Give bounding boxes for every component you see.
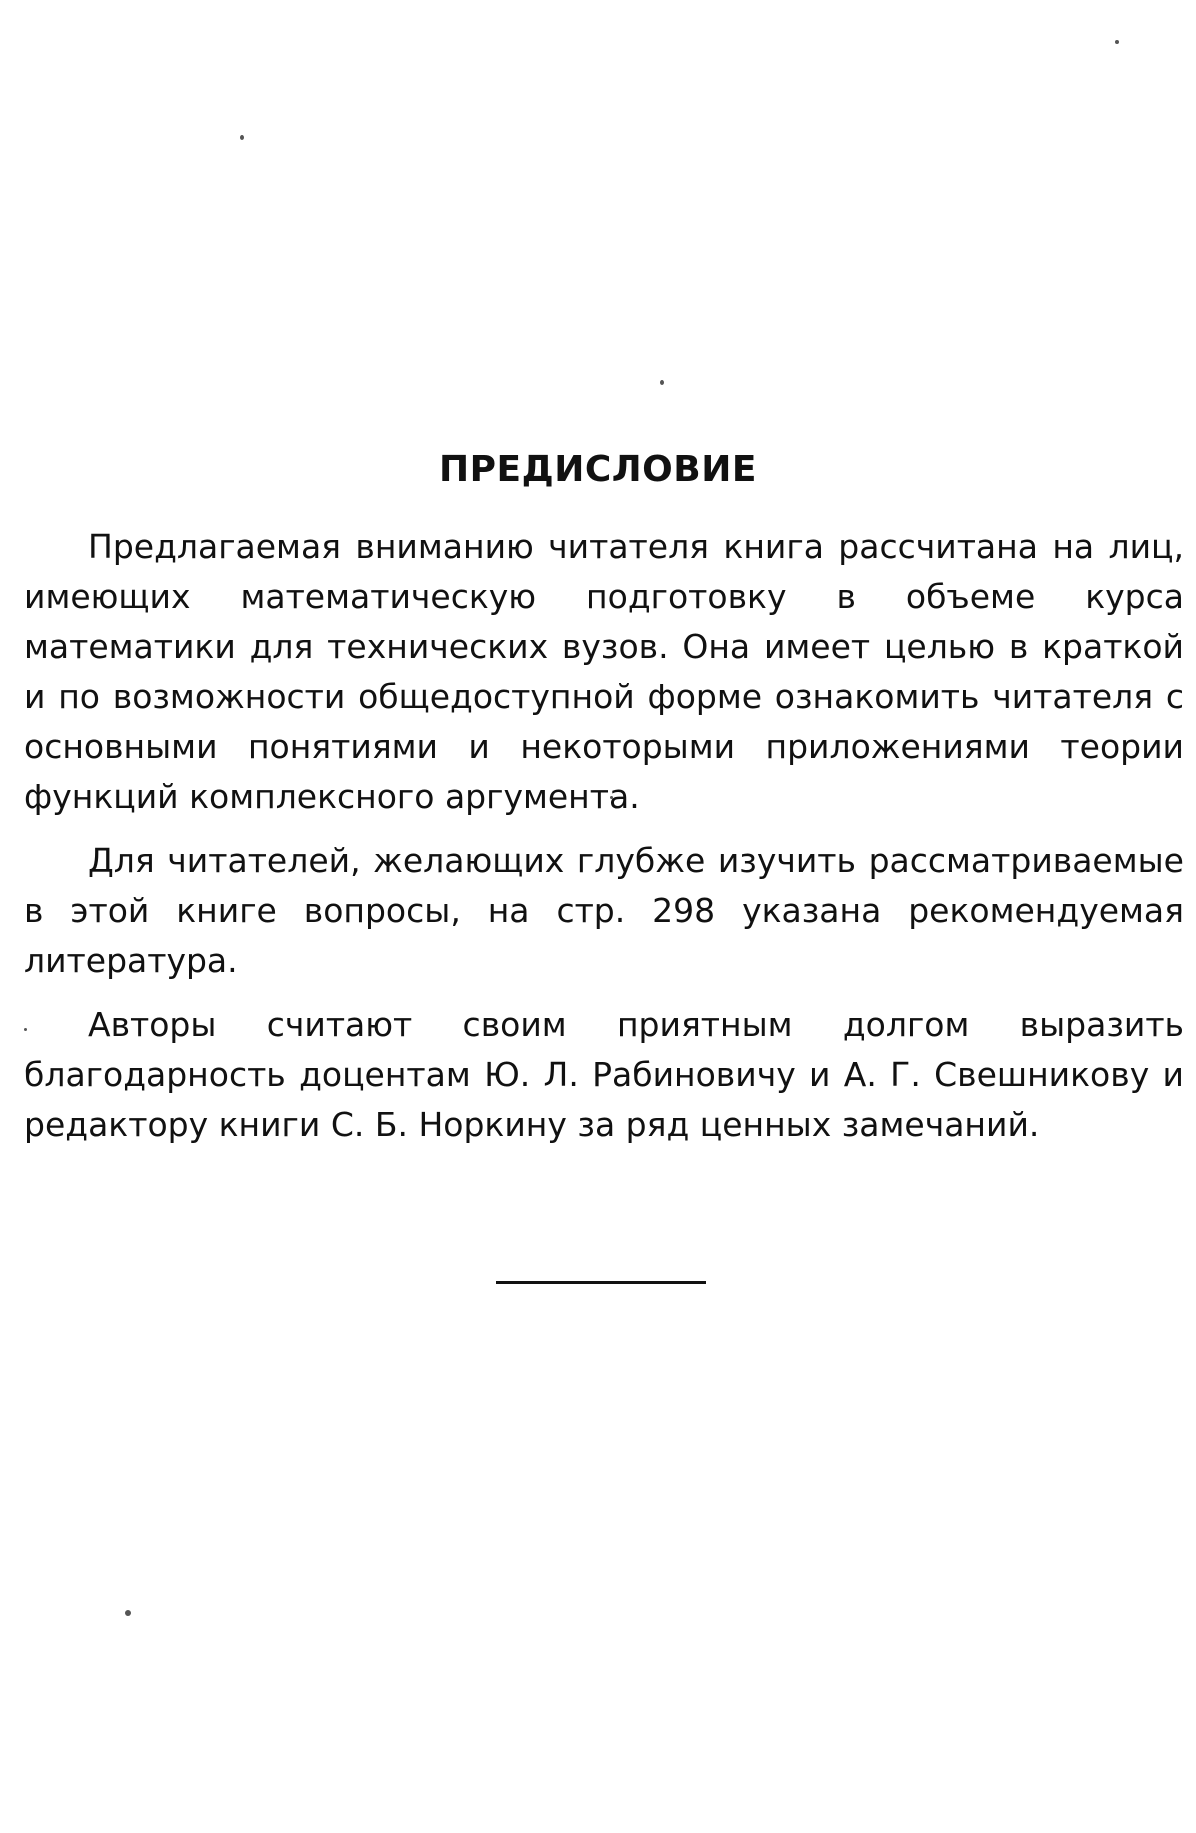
page-title: ПРЕДИСЛОВИЕ (439, 449, 757, 491)
scan-speck (660, 380, 664, 385)
scan-speck (240, 135, 244, 140)
scan-speck (125, 1610, 131, 1616)
paragraph: Предлагаемая вниманию читателя книга рассчитана на лиц, имеющих математическую подготовку в объеме курса математики для технических вузов. Она имеет целью в краткой и по возможности общедоступной форме ознакомить читателя с основными понятиями и некоторыми приложениями теории функций комплексного аргумента. (24, 527, 1184, 816)
scan-speck (1115, 40, 1119, 44)
paragraph: Для читателей, желающих глубже изучить рассматриваемые в этой книге вопросы, на стр. 298 указана рекомендуемая литература. (24, 841, 1184, 980)
section-divider (496, 1281, 706, 1284)
preface-body (24, 522, 1184, 1164)
paragraph: Авторы считают своим приятным долгом выразить благодарность доцентам Ю. Л. Рабиновичу и А. Г. Свешникову и редактору книги С. Б. Норкину за ряд ценных замечаний. (24, 1005, 1184, 1144)
